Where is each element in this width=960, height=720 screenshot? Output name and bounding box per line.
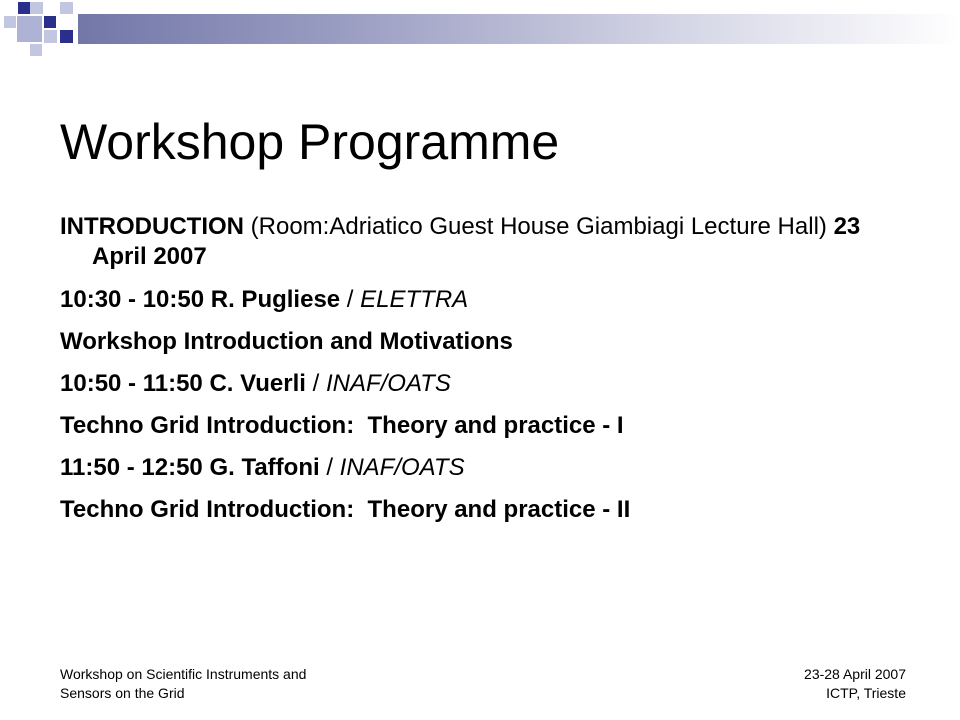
slide-title: Workshop Programme — [60, 114, 560, 170]
programme-content — [60, 212, 920, 537]
session-3-title: Techno Grid Introduction: Theory and practice - II — [60, 496, 631, 523]
session-separator: / — [319, 454, 340, 481]
session-1-title: Workshop Introduction and Motivations — [60, 328, 513, 355]
footer-right-line: ICTP, Trieste — [826, 685, 906, 701]
session-affiliation: ELETTRA — [360, 286, 469, 313]
decor-square-dark — [60, 30, 73, 43]
session-time: 11:50 - 12:50 — [60, 454, 203, 481]
header-gradient-bar — [78, 14, 960, 44]
footer-left-line: Sensors on the Grid — [60, 685, 185, 701]
decor-square-light — [4, 16, 16, 28]
footer-date-location — [804, 665, 906, 703]
session-affiliation: INAF/OATS — [325, 370, 451, 397]
session-speaker: C. Vuerli — [202, 370, 306, 397]
header-decoration — [0, 0, 960, 58]
footer-left-line: Workshop on Scientific Instruments and — [60, 666, 307, 682]
session-1-time-line — [60, 285, 920, 315]
session-speaker: R. Pugliese — [204, 286, 341, 313]
decor-square-dark — [18, 2, 30, 14]
decor-square-dark — [44, 16, 56, 28]
intro-room: (Room:Adriatico Guest House Giambiagi Lecture Hall) — [243, 213, 834, 240]
session-speaker: G. Taffoni — [202, 454, 320, 481]
intro-date: 23 April 2007 — [92, 213, 861, 270]
session-2-title: Techno Grid Introduction: Theory and practice - I — [60, 412, 624, 439]
decor-square-light — [30, 2, 43, 14]
decor-square-light — [30, 44, 42, 56]
session-separator: / — [340, 286, 361, 313]
decor-square-light — [60, 2, 73, 14]
session-3-time-line — [60, 453, 920, 483]
decor-square-mid — [17, 16, 42, 42]
intro-heading: INTRODUCTION — [60, 213, 244, 240]
session-separator: / — [305, 370, 326, 397]
session-time: 10:30 - 10:50 — [60, 286, 205, 313]
footer-right-line: 23-28 April 2007 — [804, 666, 906, 682]
intro-line — [60, 212, 920, 272]
footer-workshop-name — [60, 665, 306, 703]
session-affiliation: INAF/OATS — [339, 454, 465, 481]
decor-square-light — [44, 30, 57, 43]
session-2-time-line — [60, 369, 920, 399]
session-time: 10:50 - 11:50 — [60, 370, 203, 397]
